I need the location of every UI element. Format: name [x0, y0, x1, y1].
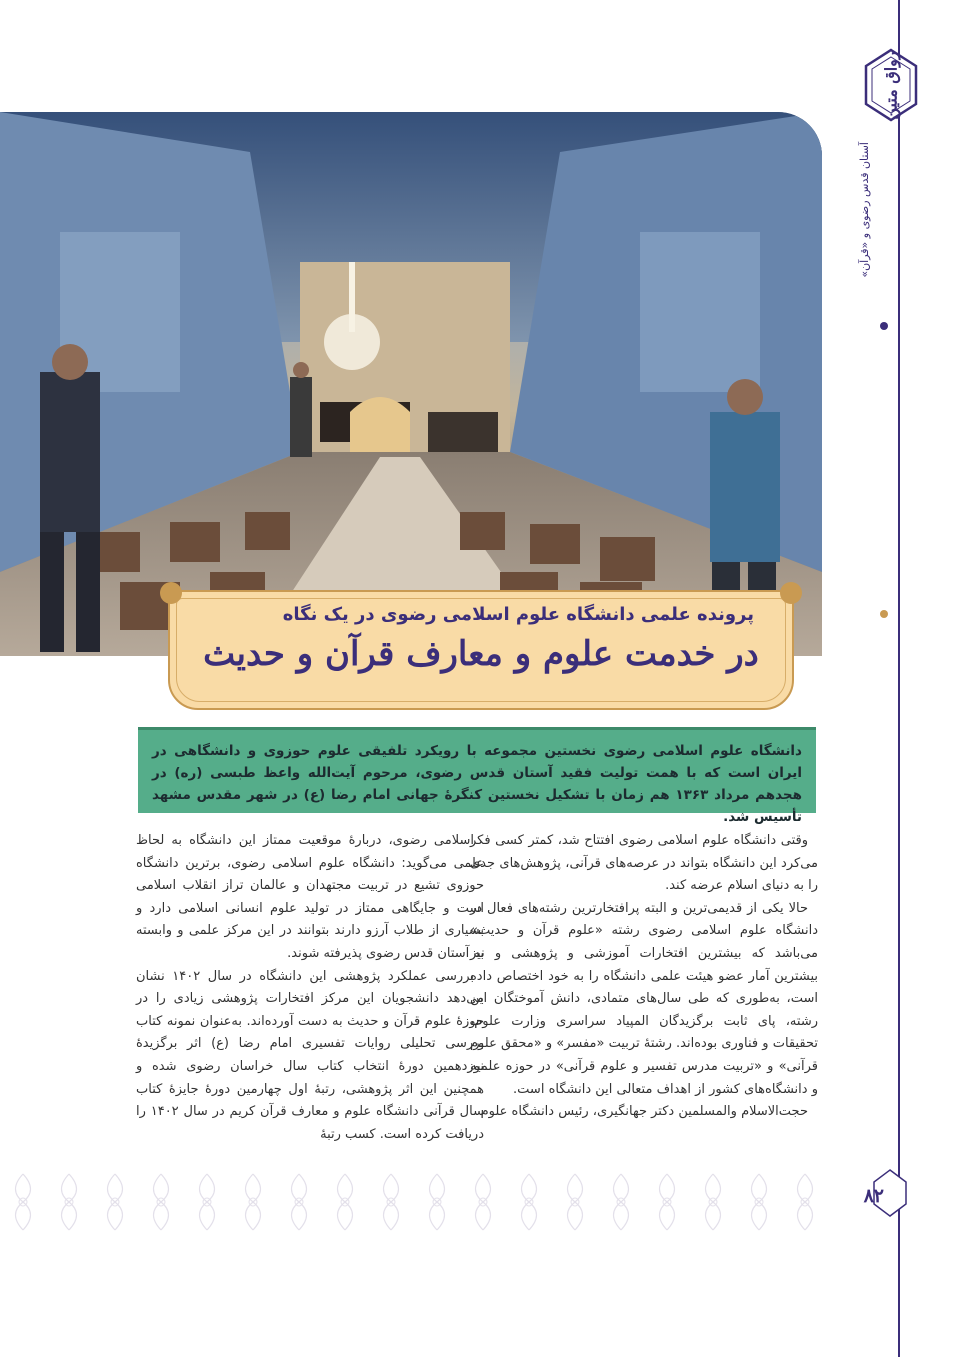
logo-text: رواق متین — [881, 50, 901, 120]
rail-line — [898, 0, 900, 1357]
paragraph: حالا یکی از قدیمی‌ترین و البته پرافتخارترین رشته‌های فعال در دانشگاه علوم اسلامی رضوی رشته «علوم قرآن و حدیث» می‌باشد که بیشترین افتخارات آموزشی و پژوهشی و نیز بیشترین آمار عضو هیئت علمی دانشگاه را به خود اختصاص داده است، به‌طوری که طی سال‌های متمادی، دانش آموختگان این رشته، پای ثابت برگزیدگان المپیاد سراسری وزارت علوم، تحقیقات و فناوری بوده‌اند. رشتهٔ تربیت «مفسر» و «محقق علوم قرآنی» و «تربیت مدرس تفسیر و علوم قرآنی» در حوزه علمیه و دانشگاه‌های کشور از اهداف متعالی این دانشگاه است. — [470, 900, 818, 1097]
intro-lead: دانشگاه علوم اسلامی رضوی نخستین مجموعه با رویکرد تلفیقی علوم حوزوی و دانشگاهی در ایران است که با همت تولیت فقید آستان قدس رضوی، مرحوم آیت‌الله واعظ طبسی (ره) در هجدهم مرداد ۱۳۶۳ هم زمان با تشکیل نخستین کنگرهٔ جهانی امام رضا (ع) در شهر مقدس مشهد تأسیس شد. — [138, 727, 816, 813]
banner-subtitle: پرونده علمی دانشگاه علوم اسلامی رضوی در یک نگاه — [282, 604, 754, 625]
rail-dot — [880, 610, 888, 618]
bottom-ornament-band — [0, 1170, 822, 1234]
magazine-logo — [862, 48, 920, 122]
banner-corner-ornament — [780, 582, 802, 604]
hero-photo — [0, 112, 822, 656]
title-banner — [168, 590, 794, 710]
body-column-left — [136, 830, 484, 1146]
side-caption: آستان قدس رضوی و «قرآن» — [858, 142, 871, 278]
page-number: ۸۲ — [863, 1185, 884, 1207]
ornament-pattern — [0, 1170, 822, 1234]
body-column-right — [470, 830, 818, 1124]
paragraph: وقتی دانشگاه علوم اسلامی رضوی افتتاح شد، کمتر کسی فکر می‌کرد این دانشگاه بتواند در عرصه‌های قرآنی، پژوهش‌های جدی را به دنیای اسلام عرضه کند. — [470, 833, 818, 894]
paragraph: حجت‌الاسلام والمسلمین دکتر جهانگیری، رئیس دانشگاه علوم — [480, 1104, 808, 1120]
photo-illustration — [0, 112, 822, 656]
paragraph: اسلامی رضوی، دربارهٔ موقعیت ممتاز این دانشگاه به لحاظ علمی می‌گوید: دانشگاه علوم اسلامی رضوی، برترین دانشگاه حوزوی تشیع در تربیت مجتهدان و عالمان تراز انقلاب اسلامی است و جایگاهی ممتاز در تولید علوم انسانی اسلامی دارد و بسیاری از طلاب آرزو دارند بتوانند در این مرکز علمی و وابسته به آستان قدس رضوی پذیرفته شوند. — [136, 833, 484, 961]
rail-dot — [880, 322, 888, 330]
article-title: در خدمت علوم و معارف قرآن و حدیث — [203, 634, 759, 674]
paragraph: بررسی عملکرد پژوهشی این دانشگاه در سال ۱۴۰۲ نشان می‌دهد دانشجویان این مرکز افتخارات پژوهشی زیادی را در حوزهٔ علوم قرآن و حدیث به دست آورده‌اند. به‌عنوان نمونه کتاب بررسی تحلیلی روایات تفسیری امام رضا (ع) اثر برگزیدهٔ نوزدهمین دورهٔ انتخاب کتاب سال خراسان رضوی شده و همچنین این اثر پژوهشی، رتبهٔ اول چهارمین دورهٔ جایزهٔ کتاب سال قرآنی دانشگاه علوم و معارف قرآن کریم در سال ۱۴۰۲ را دریافت کرده است. کسب رتبهٔ — [136, 968, 484, 1142]
banner-corner-ornament — [160, 582, 182, 604]
